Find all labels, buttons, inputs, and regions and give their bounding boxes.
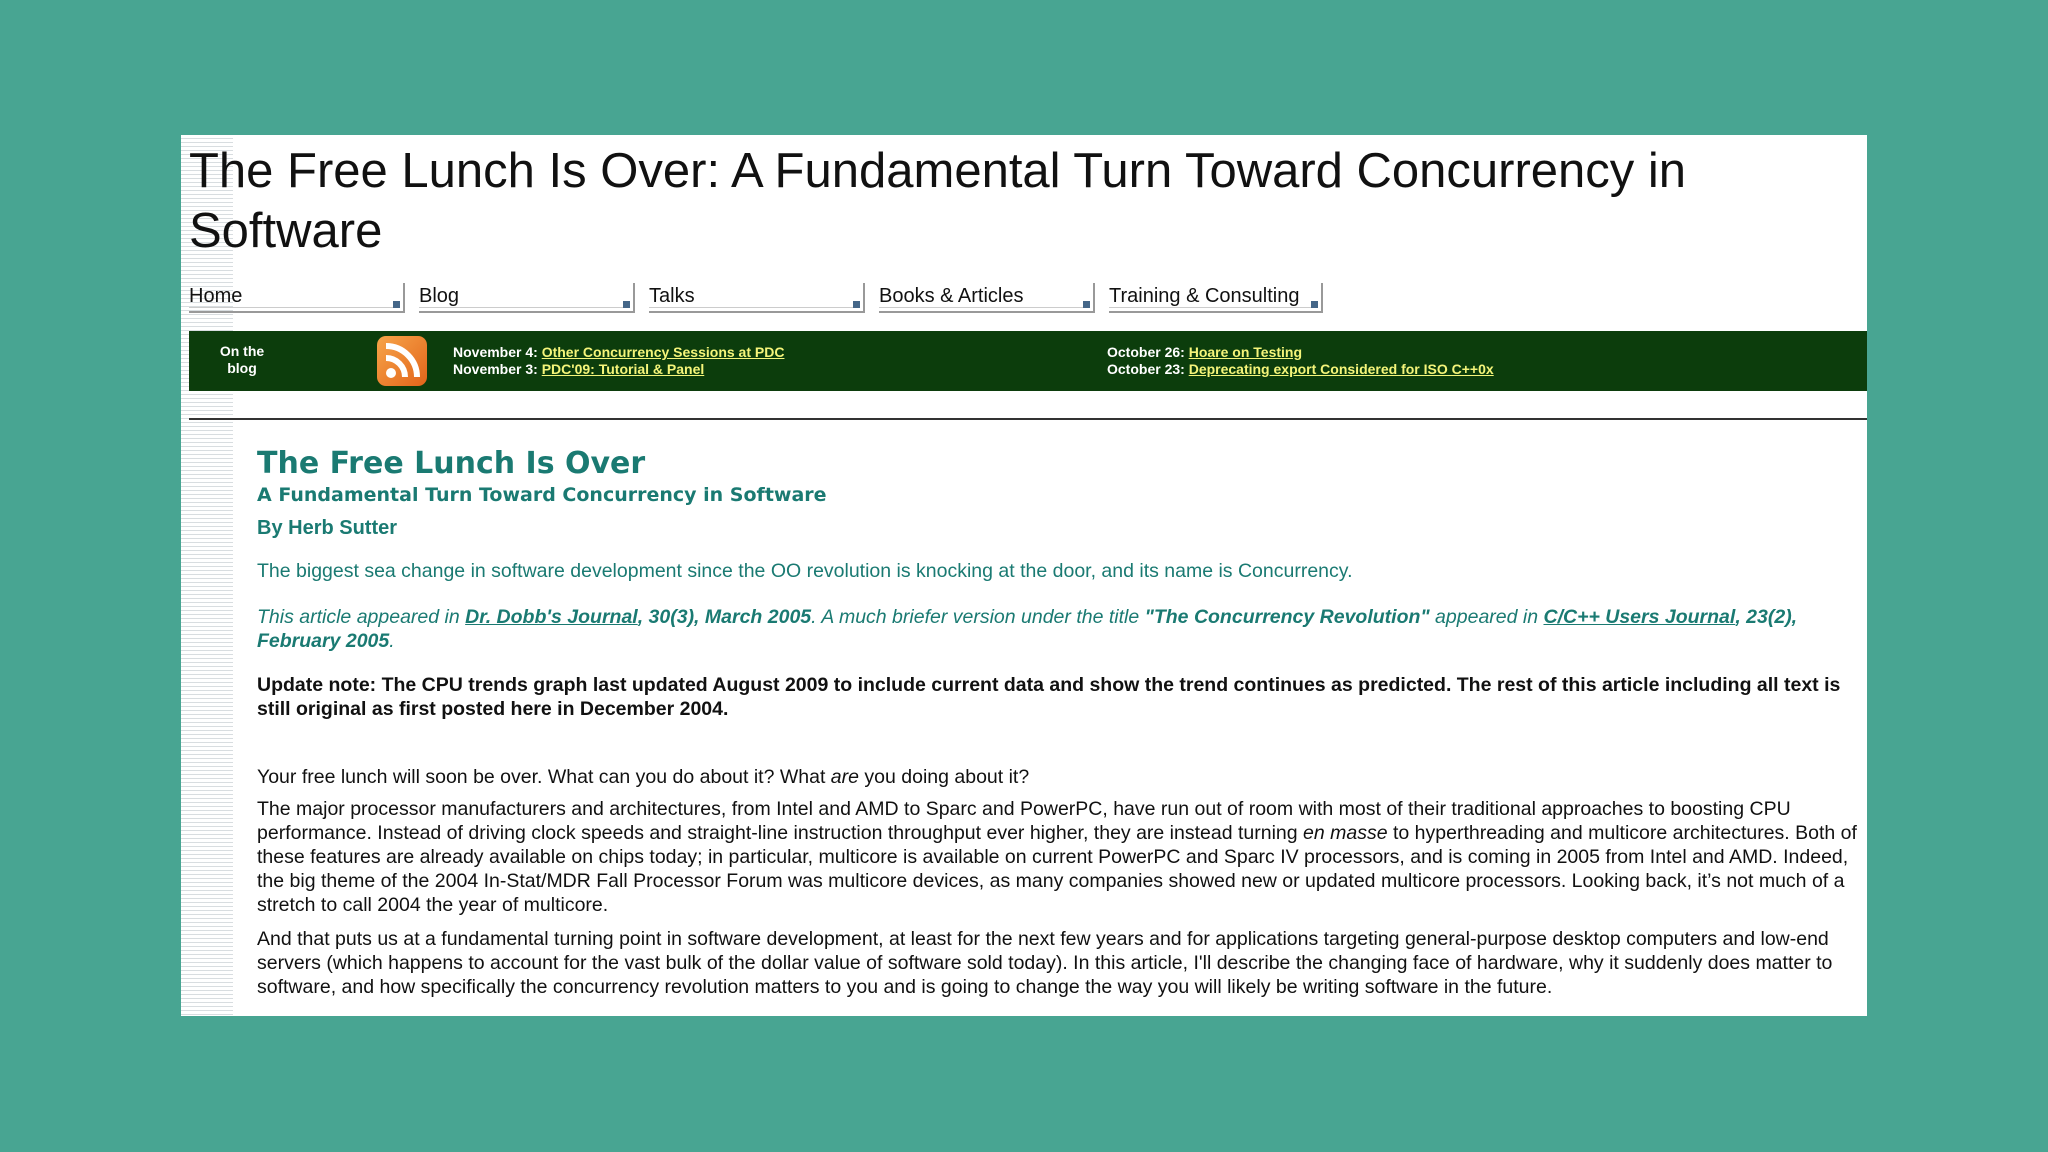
blog-entry xyxy=(1107,344,1494,361)
ddj-link-text: Dr. Dobb's Journal xyxy=(465,606,638,628)
horizontal-rule xyxy=(189,418,1867,420)
nav-item-label: Talks xyxy=(649,285,695,307)
nav-item-home[interactable] xyxy=(189,283,405,313)
article-subtitle: A Fundamental Turn Toward Concurrency in Software xyxy=(257,484,827,506)
article-title: The Free Lunch Is Over xyxy=(257,446,646,481)
rss-feed-icon[interactable] xyxy=(377,336,427,386)
blog-entry-link[interactable]: PDC'09: Tutorial & Panel xyxy=(541,361,705,377)
blog-entry-date: November 3: xyxy=(453,361,538,377)
nav-item-label: Books & Articles xyxy=(879,285,1024,307)
cuj-issue: , 23(2), February 2005 xyxy=(257,606,1798,652)
paragraph-text: to hyperthreading and multicore architectures. Both of these features are already available on chips today; in particular, multicore is available on current PowerPC and Sparc IV processors, and is coming in 2005 from Intel and AMD. Indeed, the big theme of the 2004 In-Stat/MDR Fall Processor Forum was multicore devices, as many companies showed new or updated multicore processors. Looking back, it’s not much of a stretch to call 2004 the year of multicore. xyxy=(257,822,1857,916)
blog-entry xyxy=(453,361,784,378)
paragraph-text: Your free lunch will soon be over. What can you do about it? What xyxy=(257,766,831,788)
nav-corner-icon xyxy=(853,301,860,308)
blog-title-line: blog xyxy=(227,360,257,376)
browser-page xyxy=(181,135,1867,1016)
nav-item-books-articles[interactable] xyxy=(879,283,1095,313)
blog-entry-link[interactable]: Deprecating export Considered for ISO C++0x xyxy=(1188,361,1494,377)
blog-entries-left xyxy=(453,344,784,378)
left-striped-margin xyxy=(181,135,233,1016)
blog-entry-date: November 4: xyxy=(453,344,538,360)
article-byline: By Herb Sutter xyxy=(257,517,398,539)
nav-item-label: Home xyxy=(189,285,243,307)
nav-item-talks[interactable] xyxy=(649,283,865,313)
blog-entry-link[interactable]: Hoare on Testing xyxy=(1188,344,1303,360)
site-title: The Free Lunch Is Over: A Fundamental Turn Toward Concurrency in Software xyxy=(189,144,1687,258)
paragraph: And that puts us at a fundamental turning point in software development, at least for the next few years and for applications targeting general-purpose desktop computers and low-end servers (which happens to account for the vast bulk of the dollar value of software sold today). In this article, I'll describe the changing face of hardware, why it suddenly does matter to software, and how specifically the concurrency revolution matters to you and is going to change the way you will likely be writing software in the future. xyxy=(257,928,1833,998)
blog-entry-link[interactable]: Other Concurrency Sessions at PDC xyxy=(541,344,785,360)
nav-corner-icon xyxy=(393,301,400,308)
emphasis: are xyxy=(830,766,859,788)
main-nav xyxy=(189,283,1337,317)
publication-text: This article appeared in xyxy=(257,606,466,628)
short-version-title: "The Concurrency Revolution" xyxy=(1144,606,1430,628)
cuj-link-text: C/C++ Users Journal xyxy=(1543,606,1736,628)
ddj-link[interactable] xyxy=(465,606,638,628)
publication-text: . A much briefer version under the title xyxy=(811,606,1145,628)
blog-bar-title xyxy=(207,343,277,377)
update-note: Update note: The CPU trends graph last updated August 2009 to include current data and show the trend continues as predicted. The rest of this article including all text is still original as first posted here in December 2004. xyxy=(257,674,1841,720)
nav-item-label: Blog xyxy=(419,285,460,307)
paragraph-text: you doing about it? xyxy=(858,766,1030,788)
blog-entry xyxy=(1107,361,1494,378)
blog-entries-right xyxy=(1107,344,1494,378)
publication-note xyxy=(257,605,1867,653)
rss-glyph xyxy=(377,336,427,386)
nav-corner-icon xyxy=(1311,301,1318,308)
cuj-link[interactable] xyxy=(1543,606,1735,628)
nav-corner-icon xyxy=(1083,301,1090,308)
blog-entry-date: October 26: xyxy=(1107,344,1185,360)
nav-item-training-consulting[interactable] xyxy=(1109,283,1323,313)
article-lead: The biggest sea change in software development since the OO revolution is knocking at the door, and its name is Concurrency. xyxy=(257,560,1353,582)
blog-entry-date: October 23: xyxy=(1107,361,1185,377)
paragraph-text: The major processor manufacturers and architectures, from Intel and AMD to Sparc and PowerPC, have run out of room with most of their traditional approaches to boosting CPU performance. Instead of driving clock speeds and straight-line instruction throughput ever higher, they are instead turning xyxy=(257,798,1791,844)
nav-item-blog[interactable] xyxy=(419,283,635,313)
article xyxy=(257,445,1867,999)
publication-text: . xyxy=(389,630,395,652)
paragraph xyxy=(257,765,1867,789)
publication-text: appeared in xyxy=(1429,606,1544,628)
paragraph xyxy=(257,797,1867,917)
emphasis: en masse xyxy=(1303,822,1388,844)
blog-bar xyxy=(189,331,1867,391)
blog-entry xyxy=(453,344,784,361)
nav-corner-icon xyxy=(623,301,630,308)
blog-title-line: On the xyxy=(219,343,265,359)
ddj-issue: , 30(3), March 2005 xyxy=(637,606,812,628)
nav-item-label: Training & Consulting xyxy=(1109,285,1300,307)
